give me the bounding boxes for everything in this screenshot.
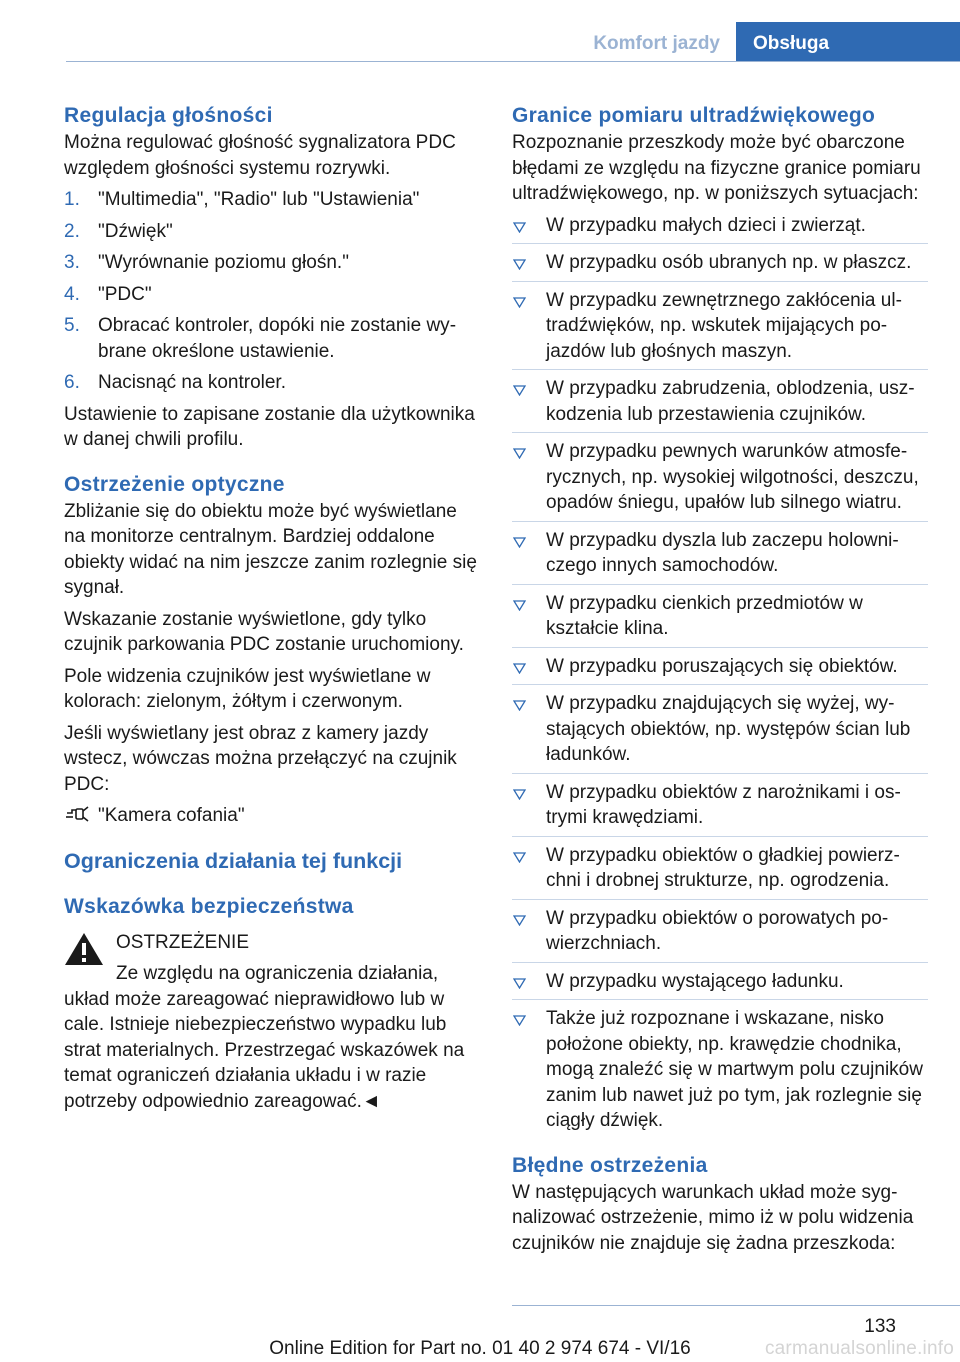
safety-heading: Wskazówka bezpieczeństwa <box>64 894 354 918</box>
right-column <box>512 102 928 1256</box>
warning-text: Ze względu na ograniczenia działania, układ może zareagować nieprawidłowo lub w cale. Istnieje niebezpieczeństwo wypadku lub strat materialnych. Przestrzegać wskazówek na temat ograniczeń działania układu i w razie potrzeby odpowiednio zareagować.◄ <box>64 963 465 1112</box>
volume-heading: Regulacja głośności <box>64 104 273 127</box>
list-item-text: W przypadku osób ubranych np. w płaszcz. <box>546 252 912 273</box>
ultrasonic-limits-heading: Granice pomiaru ultradźwiękowego <box>512 104 876 127</box>
step-item <box>64 187 480 213</box>
list-item-text: W przypadku małych dzieci i zwierząt. <box>546 214 866 236</box>
header-divider <box>66 61 960 62</box>
edition-note: Online Edition for Part no. 01 40 2 974 674 - VI/16 <box>269 1338 691 1359</box>
volume-saved-note: Ustawienie to zapisane zostanie dla użytkownika w danej chwili profilu. <box>64 403 475 450</box>
step-number: 1. <box>64 189 80 210</box>
list-item <box>512 1006 928 1139</box>
list-item <box>512 969 928 1001</box>
triangle-bullet-icon <box>512 528 528 553</box>
limits-list <box>512 213 928 1139</box>
list-item <box>512 250 928 282</box>
triangle-bullet-icon <box>512 906 528 931</box>
list-item-text: W przypadku poruszających się obiektów. <box>546 655 898 677</box>
step-item <box>64 250 480 276</box>
volume-intro: Można regulować głośność sygnalizatora PDC względem głośności systemu rozrywki. <box>64 132 456 179</box>
ultrasonic-intro: Rozpoznanie przeszkody może być obarczone błędami ze względu na fizyczne granice pomiaru ultradźwiękowego, np. w poniższych sytuacjach: <box>512 132 921 204</box>
false-warnings-heading: Błędne ostrzeżenia <box>512 1153 708 1177</box>
rear-camera-icon <box>64 804 90 834</box>
step-text: "Multimedia", "Radio" lub "Ustawienia" <box>98 189 420 210</box>
list-item <box>512 439 928 522</box>
step-item <box>64 219 480 245</box>
step-text: Obracać kontroler, dopóki nie zostanie wybrane określone ustawienie. <box>98 315 457 362</box>
list-item <box>512 654 928 686</box>
triangle-bullet-icon <box>512 969 528 994</box>
list-item-text: W przypadku zewnętrznego zakłócenia ultradźwięków, np. wskutek mijających pojazdów lub głośnych maszyn. <box>546 289 902 362</box>
left-column <box>64 102 480 1114</box>
optical-p2: Wskazanie zostanie wyświetlone, gdy tylko czujnik parkowania PDC zostanie uruchomiony. <box>64 608 464 655</box>
list-item-text: W przypadku dyszla lub zaczepu holowniczego innych samochodów. <box>546 529 899 576</box>
tab-obsluga[interactable]: Obsługa <box>736 22 960 62</box>
list-item <box>512 906 928 963</box>
optical-p3: Pole widzenia czujników jest wyświetlane w kolorach: zielonym, żółtym i czerwonym. <box>64 665 431 712</box>
triangle-bullet-icon <box>512 288 528 313</box>
step-item <box>64 282 480 308</box>
list-item <box>512 691 928 774</box>
list-item-text: Także już rozpoznane i wskazane, nisko położone obiekty, np. krawędzie chodnika, mogą znaleźć się w martwym polu czujników zanim lub nawet już po tym, jak rozlegnie się ciągły dźwięk. <box>546 1008 923 1131</box>
step-number: 4. <box>64 283 80 305</box>
list-item <box>512 843 928 900</box>
triangle-bullet-icon <box>512 591 528 616</box>
list-item-text: W przypadku cienkich przedmiotów w kształcie klina. <box>546 592 863 639</box>
list-item-text: W przypadku obiektów o gładkiej powierzchni i drobnej strukturze, np. ogrodzenia. <box>546 844 900 891</box>
watermark: carmanualsonline.info <box>764 1338 954 1359</box>
optical-p4: Jeśli wyświetlany jest obraz z kamery jazdy wstecz, wówczas można przełączyć na czujnik PDC: <box>64 722 457 795</box>
triangle-bullet-icon <box>512 376 528 401</box>
list-item <box>512 288 928 371</box>
list-item-text: W przypadku znajdujących się wyżej, wystających obiektów, np. występów ścian lub ładunków. <box>546 693 911 765</box>
step-text: "Dźwięk" <box>98 220 173 242</box>
list-item <box>512 780 928 837</box>
list-item <box>512 213 928 245</box>
list-item-text: W przypadku wystającego ładunku. <box>546 970 844 992</box>
false-warnings-text: W następujących warunkach układ może sygnalizować ostrzeżenie, mimo iż w polu widzenia czujników nie znajduje się żadna przeszkoda: <box>512 1181 914 1254</box>
list-item-text: W przypadku obiektów z narożnikami i ostrymi krawędziami. <box>546 781 901 828</box>
camera-option <box>64 803 480 829</box>
triangle-bullet-icon <box>512 1006 528 1031</box>
triangle-bullet-icon <box>512 250 528 275</box>
warning-block <box>64 930 480 1115</box>
footer-divider <box>512 1305 960 1306</box>
optical-heading: Ostrzeżenie optyczne <box>64 472 285 496</box>
step-text: "Wyrównanie poziomu głośn." <box>98 252 349 273</box>
volume-steps <box>64 187 480 396</box>
triangle-bullet-icon <box>512 691 528 716</box>
tab-komfort-jazdy[interactable]: Komfort jazdy <box>593 33 720 54</box>
triangle-bullet-icon <box>512 780 528 805</box>
list-item-text: W przypadku zabrudzenia, oblodzenia, uszkodzenia lub przestawienia czujników. <box>546 378 915 425</box>
list-item <box>512 591 928 648</box>
triangle-bullet-icon <box>512 843 528 868</box>
optical-p1: Zbliżanie się do obiektu może być wyświetlane na monitorze centralnym. Bardziej oddalone obiekty widać na nim jeszcze zanim rozlegnie się sygnał. <box>64 500 477 598</box>
step-text: "PDC" <box>98 283 152 305</box>
step-number: 2. <box>64 220 80 242</box>
warning-title: OSTRZEŻENIE <box>116 931 250 953</box>
step-text: Nacisnąć na kontroler. <box>98 372 286 393</box>
step-number: 3. <box>64 252 80 273</box>
step-number: 6. <box>64 372 80 393</box>
step-item <box>64 313 480 364</box>
triangle-bullet-icon <box>512 439 528 464</box>
step-item <box>64 370 480 396</box>
step-number: 5. <box>64 315 80 336</box>
page-header <box>0 0 960 62</box>
warning-triangle-icon <box>64 932 104 966</box>
triangle-bullet-icon <box>512 654 528 679</box>
list-item-text: W przypadku pewnych warunków atmosferycznych, np. wysokiej wilgotności, deszczu, opadów śniegu, upałów lub silnego wiatru. <box>546 441 919 513</box>
camera-label: "Kamera cofania" <box>98 805 245 826</box>
list-item <box>512 376 928 433</box>
list-item-text: W przypadku obiektów o porowatych powierzchniach. <box>546 907 889 954</box>
triangle-bullet-icon <box>512 213 528 238</box>
page-number: 133 <box>864 1316 896 1337</box>
limits-heading: Ograniczenia działania tej funkcji <box>64 848 403 873</box>
list-item <box>512 528 928 585</box>
